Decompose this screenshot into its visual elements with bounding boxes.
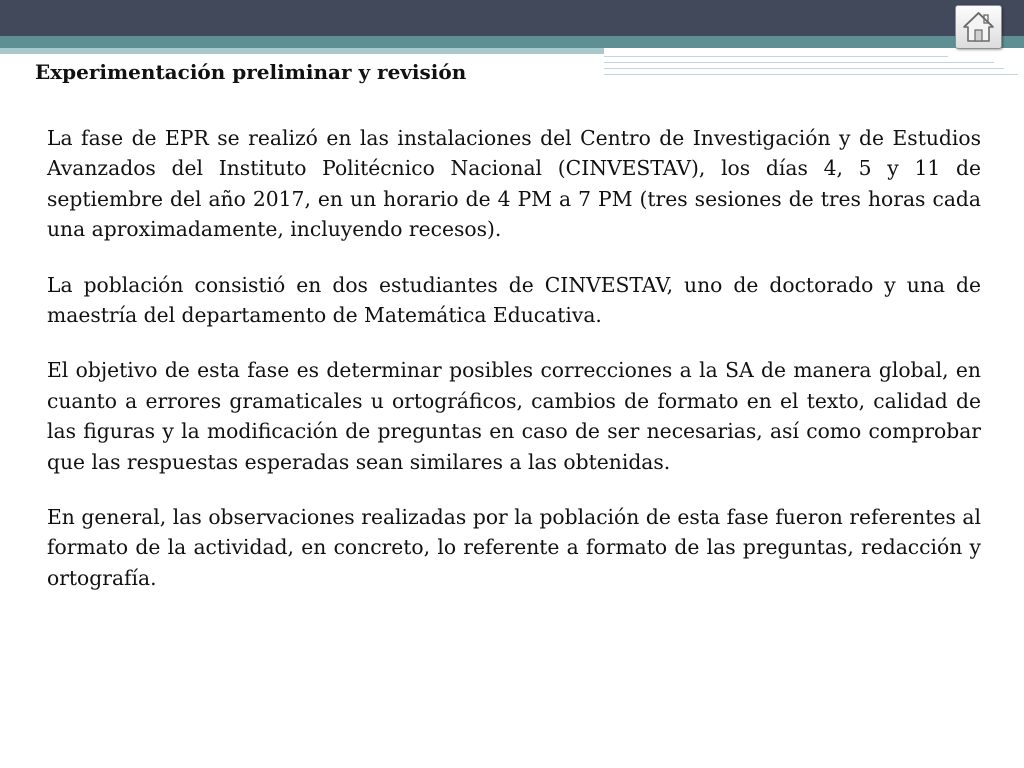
decorative-line xyxy=(604,68,1004,69)
decorative-line xyxy=(604,62,994,63)
decorative-line xyxy=(604,56,948,57)
header-band xyxy=(0,0,1024,36)
paragraph-epr-location: La fase de EPR se realizó en las instalaciones del Centro de Investigación y de Estudios Avanzados del Instituto Politécnico Nacional (CINVESTAV), los días 4, 5 y 11 de septiembre del año 2017, en un horario de 4 PM a 7 PM (tres sesiones de tres horas cada una aproximadamente, incluyendo recesos). xyxy=(47,126,981,242)
paragraph-observations: En general, las observaciones realizadas por la población de esta fase fueron referentes al formato de la actividad, en concreto, lo referente a formato de las preguntas, redacción y ortografía. xyxy=(47,505,981,590)
decorative-line xyxy=(604,74,1018,75)
slide-body xyxy=(47,123,981,618)
paragraph-population: La población consistió en dos estudiantes de CINVESTAV, uno de doctorado y una de maestría del departamento de Matemática Educativa. xyxy=(47,272,981,328)
home-icon xyxy=(962,10,995,44)
slide-title: Experimentación preliminar y revisión xyxy=(35,60,467,84)
header-accent-band xyxy=(0,36,1024,48)
paragraph-objective: El objetivo de esta fase es determinar posibles correcciones a la SA de manera global, en cuanto a errores gramaticales u ortográficos, cambios de formato en el texto, calidad de las figuras y la modificación de preguntas en caso de ser necesarias, así como comprobar que las respuestas esperadas sean similares a las obtenidas. xyxy=(47,358,981,474)
header-accent-light xyxy=(0,48,604,54)
home-button[interactable] xyxy=(955,5,1002,49)
